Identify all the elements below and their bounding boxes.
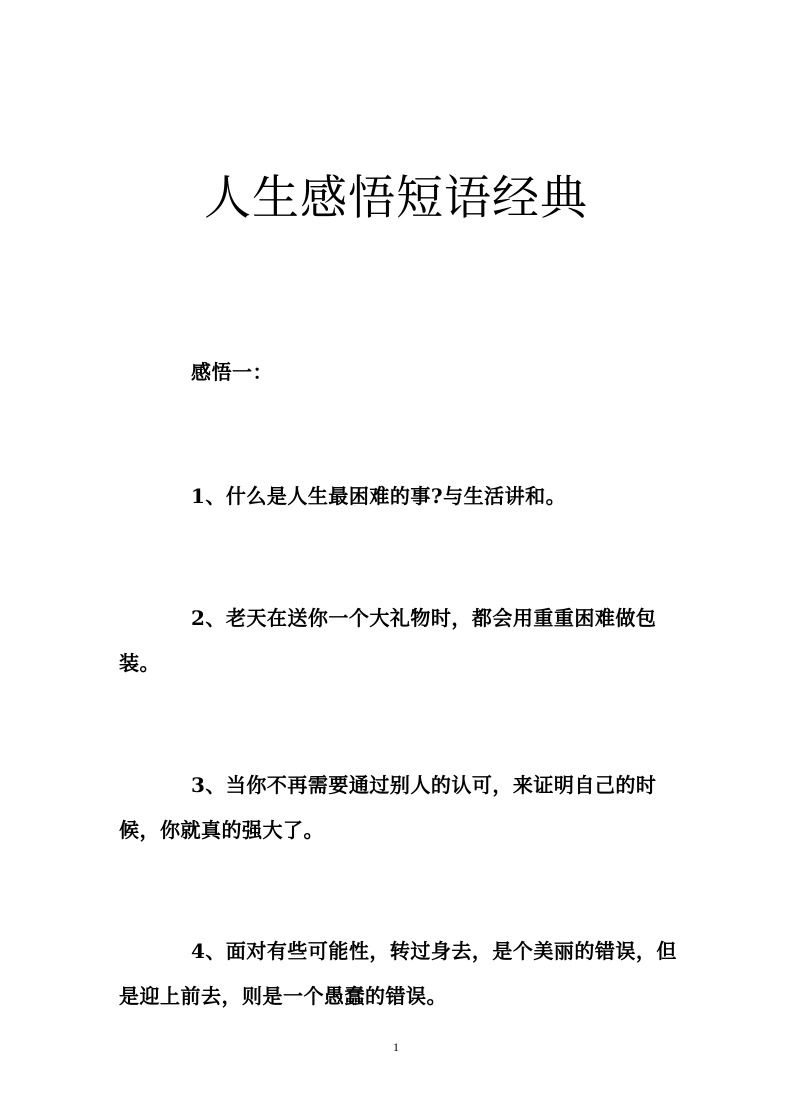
- section-heading: 感悟一：: [191, 360, 273, 384]
- list-item: 3、当你不再需要通过别人的认可，来证明自己的时候，你就真的强大了。: [119, 773, 657, 842]
- list-item: 1、什么是人生最困难的事?与生活讲和。: [191, 484, 567, 508]
- list-item: 2、老天在送你一个大礼物时，都会用重重困难做包装。: [119, 606, 657, 675]
- list-item: 4、面对有些可能性，转过身去，是个美丽的错误，但是迎上前去，则是一个愚蠢的错误。: [119, 939, 677, 1008]
- document-title: 人生感悟短语经典: [204, 171, 588, 227]
- page-number: 1: [393, 1040, 399, 1054]
